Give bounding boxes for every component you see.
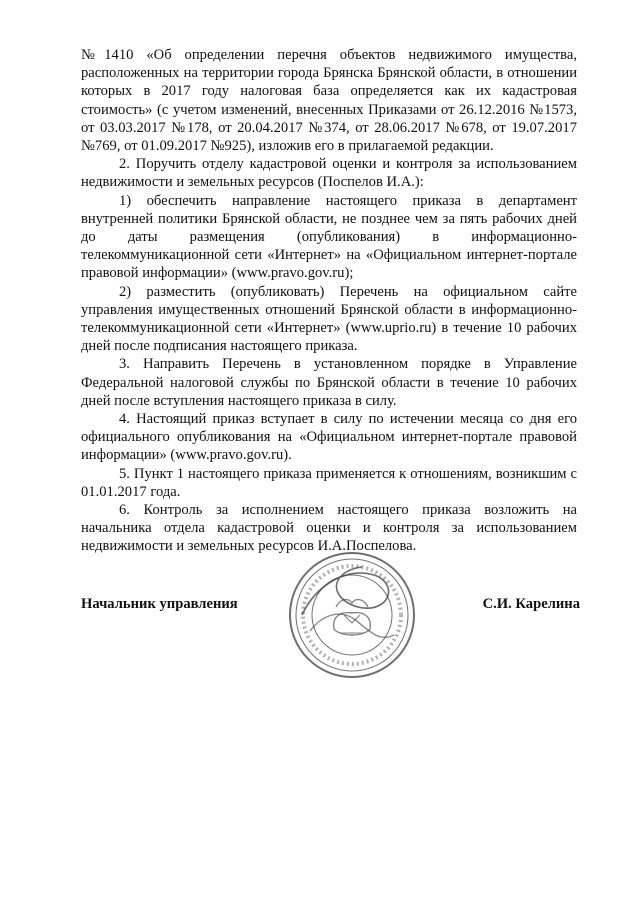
intro-paragraph: №1410 «Об определении перечня объектов недвижимого имущества, расположенных на территории города Брянска Брянской области, в отношении которых в 2017 году налоговая база определяется как их кадастровая стоимость» (с учетом изменений, внесенных Приказами от 26.12.2016 №1573, от 03.03.2017 №178, от 20.04.2017 №374, от 28.06.2017 №678, от 19.07.2017 №769, от 01.09.2017 №925), изложив его в прилагаемой редакции.: [81, 47, 577, 155]
item-2-2: 2) разместить (опубликовать) Перечень на официальном сайте управления имущественных отношений Брянской области в информационно-телекоммуникационной сети «Интернет» (www.uprio.ru) в течение 10 рабочих дней после подписания настоящего приказа.: [81, 283, 577, 355]
item-6: 6. Контроль за исполнением настоящего приказа возложить на начальника отдела кадастровой оценки и контроля за использованием недвижимости и земельных ресурсов И.А.Поспелова.: [81, 502, 577, 555]
item-2: 2. Поручить отделу кадастровой оценки и контроля за использованием недвижимости и земельных ресурсов (Поспелов И.А.):: [81, 156, 577, 191]
item-4: 4. Настоящий приказ вступает в силу по истечении месяца со дня его официального опубликования на «Официальном интернет-портале правовой информации» (www.pravo.gov.ru).: [81, 411, 577, 464]
signature-position: Начальник управления: [81, 596, 238, 612]
item-5: 5. Пункт 1 настоящего приказа применяется к отношениям, возникшим с 01.01.2017 года.: [81, 465, 577, 500]
signature-name: С.И. Карелина: [482, 596, 580, 612]
document-body: [81, 46, 577, 556]
item-2-1: 1) обеспечить направление настоящего приказа в департамент внутренней политики Брянской области, не позднее чем за пять рабочих дней до даты размещения (опубликования) в информационно-телекоммуникационной сети «Интернет» на «Официальном интернет-портале правовой информации» (www.pravo.gov.ru);: [81, 192, 577, 282]
item-3: 3. Направить Перечень в установленном порядке в Управление Федеральной налоговой службы по Брянской области в течение 10 рабочих дней после вступления настоящего приказа в силу.: [81, 356, 577, 409]
official-seal-icon: [282, 545, 422, 685]
